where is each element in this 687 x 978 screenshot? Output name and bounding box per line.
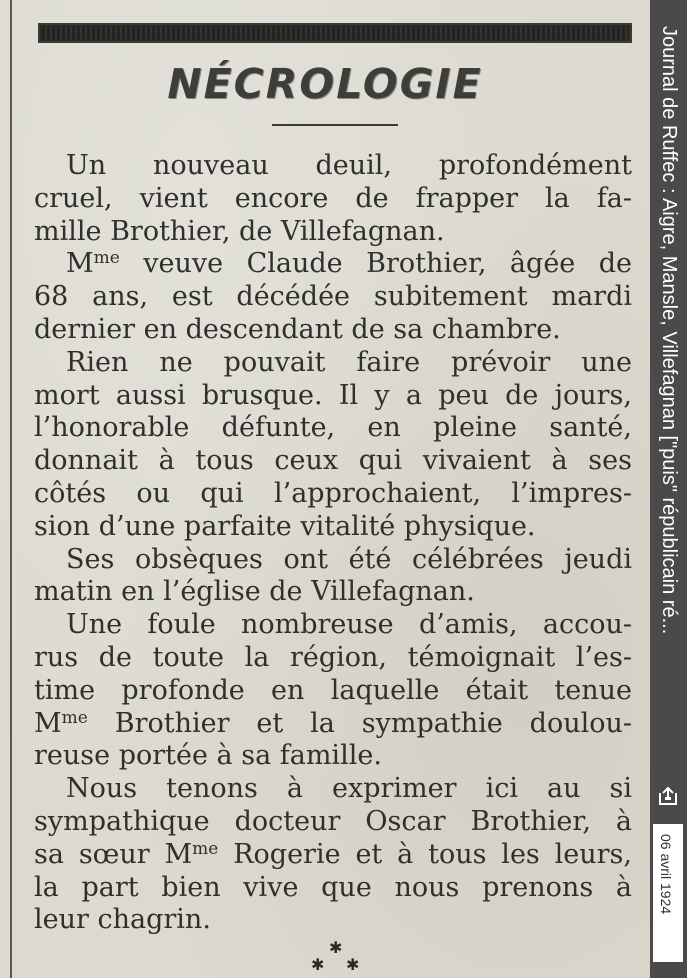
line-text: Rogerie et à tous les leurs, xyxy=(218,838,632,870)
line-text: matin en l’église de Villefagnan. xyxy=(34,576,475,608)
article-line xyxy=(34,380,632,413)
article-line xyxy=(34,445,632,478)
line-text: M xyxy=(66,248,94,280)
article-line xyxy=(34,412,632,445)
line-text: la part bien vive que nous prenons à xyxy=(34,871,632,903)
line-text: côtés ou qui l’approchaient, l’impres- xyxy=(34,477,632,509)
line-text: 68 ans, est décédée subitement mardi xyxy=(34,281,632,313)
article-line xyxy=(34,216,632,249)
article-line xyxy=(34,675,632,708)
line-text: Rien ne pouvait faire prévoir une xyxy=(66,346,632,378)
line-text: l’honorable défunte, en pleine santé, xyxy=(34,412,632,444)
superscript-abbrev: me xyxy=(93,248,120,269)
article-line xyxy=(34,544,632,577)
article-line xyxy=(34,740,632,773)
line-text: cruel, vient encore de frapper la fa- xyxy=(34,182,632,214)
article-line xyxy=(34,872,632,905)
line-text: Brothier et la sympathie doulou- xyxy=(87,707,632,739)
heading-underline xyxy=(272,124,398,126)
line-text: time profonde en laquelle était tenue xyxy=(34,674,632,706)
superscript-abbrev: me xyxy=(61,707,88,728)
line-text: mort aussi brusque. Il y a peu de jours, xyxy=(34,379,632,411)
article-line xyxy=(34,314,632,347)
line-text: Un nouveau deuil, profondément xyxy=(66,150,632,181)
gallica-sidebar xyxy=(650,0,687,978)
article-line xyxy=(34,511,632,544)
end-ornament: ✱ ✱ ✱ xyxy=(311,938,360,974)
share-icon[interactable] xyxy=(656,784,680,808)
line-text: Une foule nombreuse d’amis, accou- xyxy=(66,609,632,641)
line-text: dernier en descendant de sa chambre. xyxy=(34,313,561,345)
article-line xyxy=(34,904,632,937)
article-line xyxy=(34,708,632,741)
line-text: M xyxy=(34,707,62,739)
article-line xyxy=(34,150,632,183)
article-line xyxy=(34,281,632,314)
line-text: sa sœur M xyxy=(34,838,193,870)
article-line xyxy=(34,478,632,511)
superscript-abbrev: me xyxy=(192,838,219,859)
line-text: mille Brothier, de Villefagnan. xyxy=(34,215,445,247)
line-text: rus de toute la région, témoignait l’es- xyxy=(34,641,632,673)
line-text: Nous tenons à exprimer ici au si xyxy=(66,773,632,805)
journal-title[interactable]: Journal de Ruffec : Aigre, Mansle, Villefagnan ["puis" républicain ré... xyxy=(658,26,680,635)
article-line xyxy=(34,773,632,806)
article-line xyxy=(34,248,632,281)
header-rule-bar xyxy=(38,23,632,43)
article-heading: NÉCROLOGIE xyxy=(167,60,483,108)
date-badge xyxy=(653,824,683,962)
line-text: leur chagrin. xyxy=(34,904,211,936)
article-line xyxy=(34,347,632,380)
line-text: donnait à tous ceux qui vivaient à ses xyxy=(34,445,632,477)
article-line xyxy=(34,642,632,675)
line-text: veuve Claude Brothier, âgée de xyxy=(119,248,632,280)
line-text: sion d’une parfaite vitalité physique. xyxy=(34,510,536,542)
article-line xyxy=(34,839,632,872)
line-text: Ses obsèques ont été célébrées jeudi xyxy=(66,543,632,575)
article-line xyxy=(34,806,632,839)
line-text: sympathique docteur Oscar Brothier, à xyxy=(34,805,632,837)
article-body xyxy=(34,150,632,937)
column-rule xyxy=(10,0,12,978)
article-line xyxy=(34,183,632,216)
issue-date: 06 avril 1924 xyxy=(658,834,674,915)
article-line xyxy=(34,609,632,642)
article-line xyxy=(34,576,632,609)
line-text: reuse portée à sa famille. xyxy=(34,740,382,772)
